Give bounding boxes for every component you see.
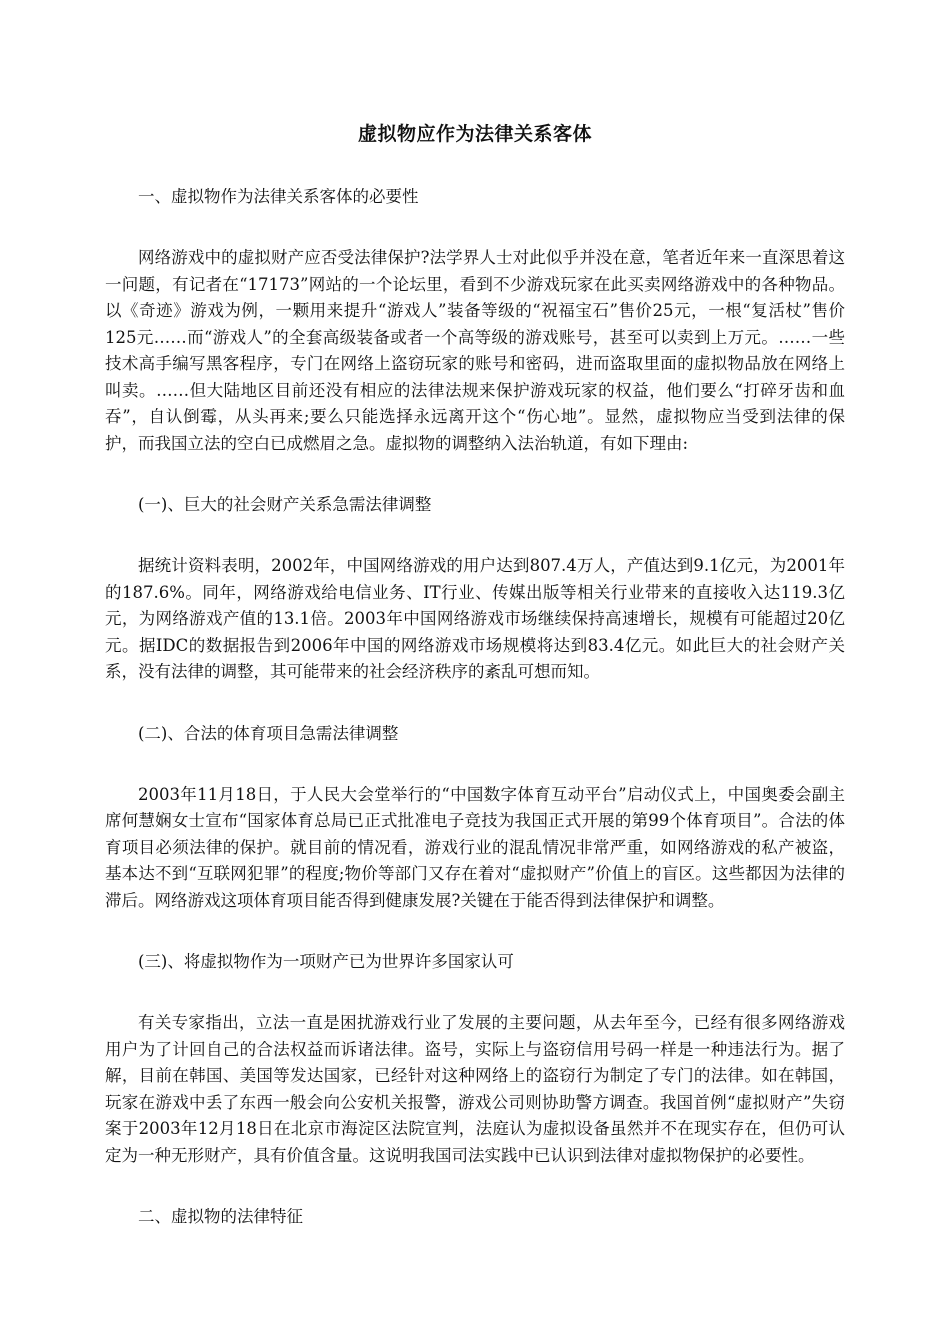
- section-heading-necessity: 一、虚拟物作为法律关系客体的必要性: [138, 187, 419, 206]
- section-heading-sports-project: (二)、合法的体育项目急需法律调整: [138, 723, 399, 743]
- document-title: 虚拟物应作为法律关系客体: [357, 123, 592, 145]
- paragraph-intro: 网络游戏中的虚拟财产应否受法律保护?法学界人士对此似乎并没在意，笔者近年来一直深思着这一问题，有记者在“17173”网站的一个论坛里，看到不少游戏玩家在此买卖网络游戏中的各种物品。以《奇迹》游戏为例，一颗用来提升“游戏人”装备等级的“祝福宝石”售价25元，一根“复活杖”售价125元……而“游戏人”的全套高级装备或者一个高等级的游戏账号，甚至可以卖到上万元。……一些技术高手编写黑客程序，专门在网络上盗窃玩家的账号和密码，进而盗取里面的虚拟物品放在网络上叫卖。……但大陆地区目前还没有相应的法律法规来保护游戏玩家的权益，他们要么“打碎牙齿和血吞”，自认倒霉，从头再来;要么只能选择永远离开这个“伤心地”。显然，虚拟物应当受到法律的保护，而我国立法的空白已成燃眉之急。虚拟物的调整纳入法治轨道，有如下理由:: [105, 248, 845, 453]
- paragraph-statistics: 据统计资料表明，2002年，中国网络游戏的用户达到807.4万人，产值达到9.1亿元，为2001年的187.6%。同年，网络游戏给电信业务、IT行业、传媒出版等相关行业带来的直接收入达119.3亿元，为网络游戏产值的13.1倍。2003年中国网络游戏市场继续保持高速增长，规模有可能超过20亿元。据IDC的数据报告到2006年中国的网络游戏市场规模将达到83.4亿元。如此巨大的社会财产关系，没有法律的调整，其可能带来的社会经济秩序的紊乱可想而知。: [105, 556, 845, 681]
- section-heading-property-relations: (一)、巨大的社会财产关系急需法律调整: [138, 495, 432, 514]
- section-heading-legal-features: 二、虚拟物的法律特征: [138, 1207, 303, 1226]
- paragraph-legislation: 有关专家指出，立法一直是困扰游戏行业了发展的主要问题，从去年至今，已经有很多网络游戏用户为了计回自己的合法权益而诉诸法律。盗号，实际上与盗窃信用号码一样是一种违法行为。据了解，目前在韩国、美国等发达国家，已经针对这种网络上的盗窃行为制定了专门的法律。如在韩国，玩家在游戏中丢了东西一般会向公安机关报警，游戏公司则协助警方调查。我国首例“虚拟财产”失窃案于2003年12月18日在北京市海淀区法院宣判，法庭认为虚拟设备虽然并不在现实存在，但仍可认定为一种无形财产，具有价值含量。这说明我国司法实践中已认识到法律对虚拟物保护的必要性。: [105, 1013, 845, 1165]
- section-heading-international-recognition: (三)、将虚拟物作为一项财产已为世界许多国家认可: [138, 952, 514, 971]
- document-page: [105, 120, 845, 1265]
- paragraph-esports: 2003年11月18日，于人民大会堂举行的“中国数字体育互动平台”启动仪式上，中国奥委会副主席何慧娴女士宣布“国家体育总局已正式批准电子竞技为我国正式开展的第99个体育项目”。合法的体育项目必须法律的保护。就目前的情况看，游戏行业的混乱情况非常严重，如网络游戏的私产被盗，基本达不到“互联网犯罪”的程度;物价等部门又存在着对“虚拟财产”价值上的盲区。这些都因为法律的滞后。网络游戏这项体育项目能否得到健康发展?关键在于能否得到法律保护和调整。: [105, 784, 845, 910]
